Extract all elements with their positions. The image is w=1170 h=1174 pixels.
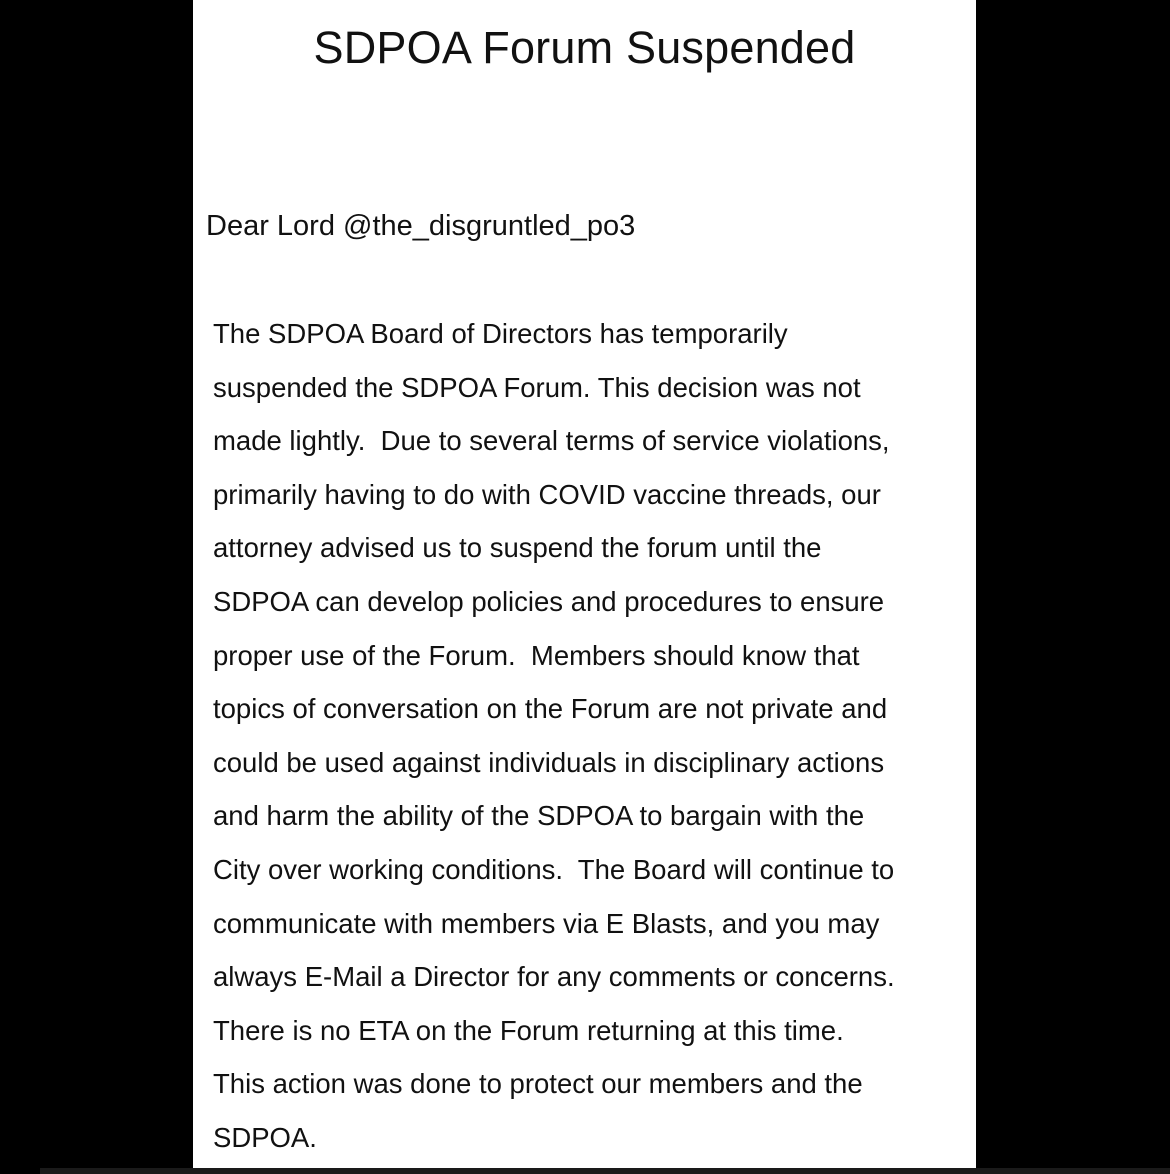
salutation: Dear Lord @the_disgruntled_po3 — [206, 210, 636, 242]
body-line: proper use of the Forum. Members should know that — [213, 639, 860, 671]
body-line: suspended the SDPOA Forum. This decision was not — [213, 371, 861, 403]
body-line: The SDPOA Board of Directors has temporarily — [213, 318, 788, 349]
body-text — [213, 312, 895, 1170]
body-line: City over working conditions. The Board will continue to — [213, 853, 895, 885]
body-line: always E-Mail a Director for any comments or concerns. — [213, 961, 895, 993]
body-line: communicate with members via E Blasts, and you may — [213, 907, 880, 939]
body-line: This action was done to protect our members and the — [213, 1068, 863, 1100]
body-line: There is no ETA on the Forum returning at this time. — [213, 1014, 844, 1046]
document-page — [193, 0, 976, 1168]
body-line: SDPOA can develop policies and procedures to ensure — [213, 585, 885, 617]
body-line: could be used against individuals in disciplinary actions — [213, 746, 885, 778]
page-title: SDPOA Forum Suspended — [313, 22, 856, 73]
body-line: primarily having to do with COVID vaccine threads, our — [213, 478, 881, 510]
body-line: made lightly. Due to several terms of service violations, — [213, 425, 890, 457]
bottom-divider — [40, 1168, 1170, 1174]
body-line: topics of conversation on the Forum are not private and — [213, 693, 888, 725]
body-line: and harm the ability of the SDPOA to bargain with the — [213, 800, 865, 832]
body-line: attorney advised us to suspend the forum until the — [213, 532, 822, 564]
body-line: SDPOA. — [213, 1121, 317, 1153]
